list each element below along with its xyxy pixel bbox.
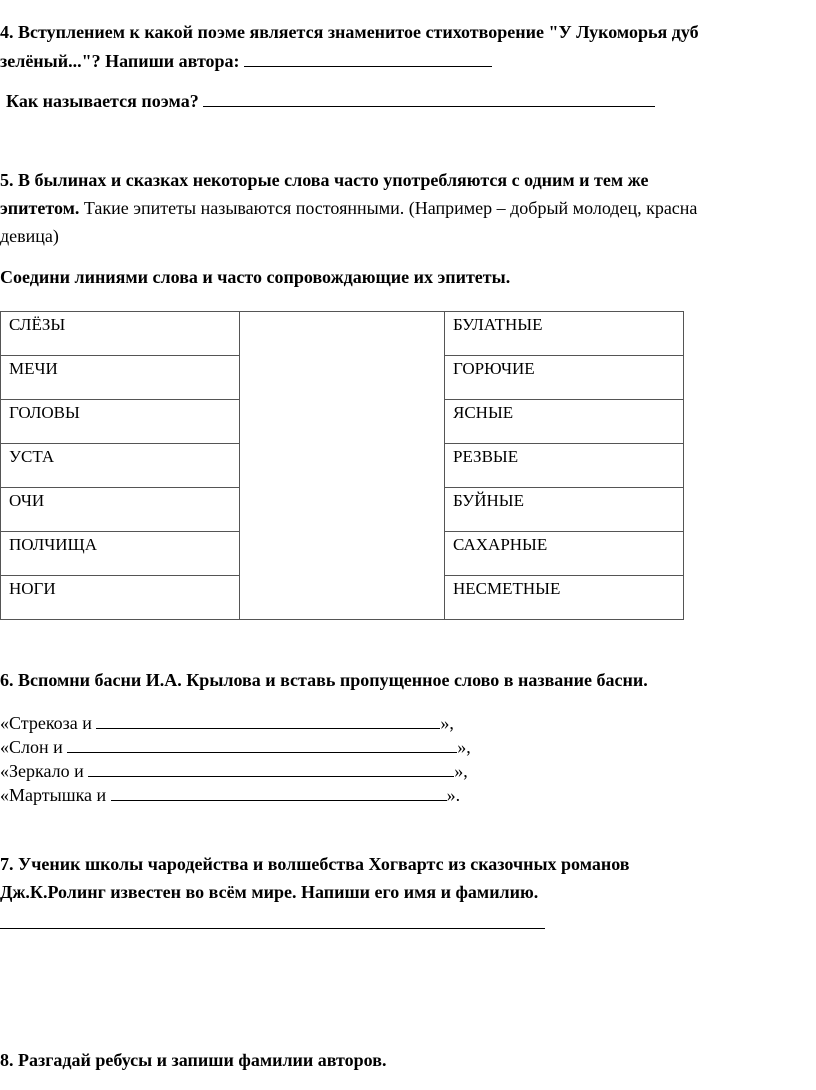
epithet-cell[interactable]: БУЙНЫЕ [445,488,684,532]
q7-line1: 7. Ученик школы чародейства и волшебства Хогвартс из сказочных романов [0,854,630,874]
q4-line3 [6,88,655,113]
q7-line2: Дж.К.Ролинг известен во всём мире. Напиши его имя и фамилию. [0,882,539,902]
q5-line2-bold: эпитетом. [0,198,80,218]
fable-suffix: », [440,713,454,733]
epithet-cell[interactable]: ЯСНЫЕ [445,400,684,444]
epithet-cell[interactable]: НЕСМЕТНЫЕ [445,576,684,620]
q5-line1: 5. В былинах и сказках некоторые слова часто употребляются с одним и тем же [0,170,649,190]
q4-poem-prompt: Как называется поэма? [6,91,204,111]
fable-answer-field[interactable] [88,758,454,777]
matching-table [0,311,684,620]
q8-title: 8. Разгадай ребусы и запиши фамилии авторов. [0,1050,387,1070]
fable-row [0,758,468,783]
q4-author-prompt: зелёный..."? Напиши автора: [0,51,245,71]
q5-line2 [0,196,697,220]
fable-prefix: «Слон и [0,737,68,757]
fable-answer-field[interactable] [96,710,440,729]
epithet-cell[interactable]: РЕЗВЫЕ [445,444,684,488]
noun-cell[interactable]: УСТА [1,444,240,488]
q5-line3: девица) [0,226,59,246]
fable-row [0,782,460,807]
fable-row [0,710,454,735]
noun-cell[interactable]: НОГИ [1,576,240,620]
connecting-area[interactable] [240,312,445,620]
matching-row [1,312,684,356]
noun-cell[interactable]: ОЧИ [1,488,240,532]
author-answer-field[interactable] [244,48,492,67]
noun-cell[interactable]: МЕЧИ [1,356,240,400]
fable-row [0,734,471,759]
epithet-cell[interactable]: ГОРЮЧИЕ [445,356,684,400]
q6-title: 6. Вспомни басни И.А. Крылова и вставь пропущенное слово в название басни. [0,670,648,690]
fable-suffix: », [454,761,468,781]
noun-cell[interactable]: ПОЛЧИЩА [1,532,240,576]
q5-line2-rest: Такие эпитеты называются постоянными. (Например – добрый молодец, красна [79,198,698,218]
q7-answer-field[interactable] [0,928,545,929]
fable-suffix: », [457,737,471,757]
q5-instruction: Соедини линиями слова и часто сопровождающие их эпитеты. [0,267,511,287]
q4-line1: 4. Вступлением к какой поэме является знаменитое стихотворение "У Лукоморья дуб [0,22,699,42]
poem-answer-field[interactable] [203,88,655,107]
fable-answer-field[interactable] [111,782,447,801]
fable-prefix: «Зеркало и [0,761,89,781]
fable-prefix: «Стрекоза и [0,713,97,733]
q4-line2 [0,48,492,73]
noun-cell[interactable]: СЛЁЗЫ [1,312,240,356]
fable-prefix: «Мартышка и [0,785,111,805]
fable-answer-field[interactable] [67,734,457,753]
epithet-cell[interactable]: БУЛАТНЫЕ [445,312,684,356]
noun-cell[interactable]: ГОЛОВЫ [1,400,240,444]
fable-suffix: ». [446,785,461,805]
epithet-cell[interactable]: САХАРНЫЕ [445,532,684,576]
